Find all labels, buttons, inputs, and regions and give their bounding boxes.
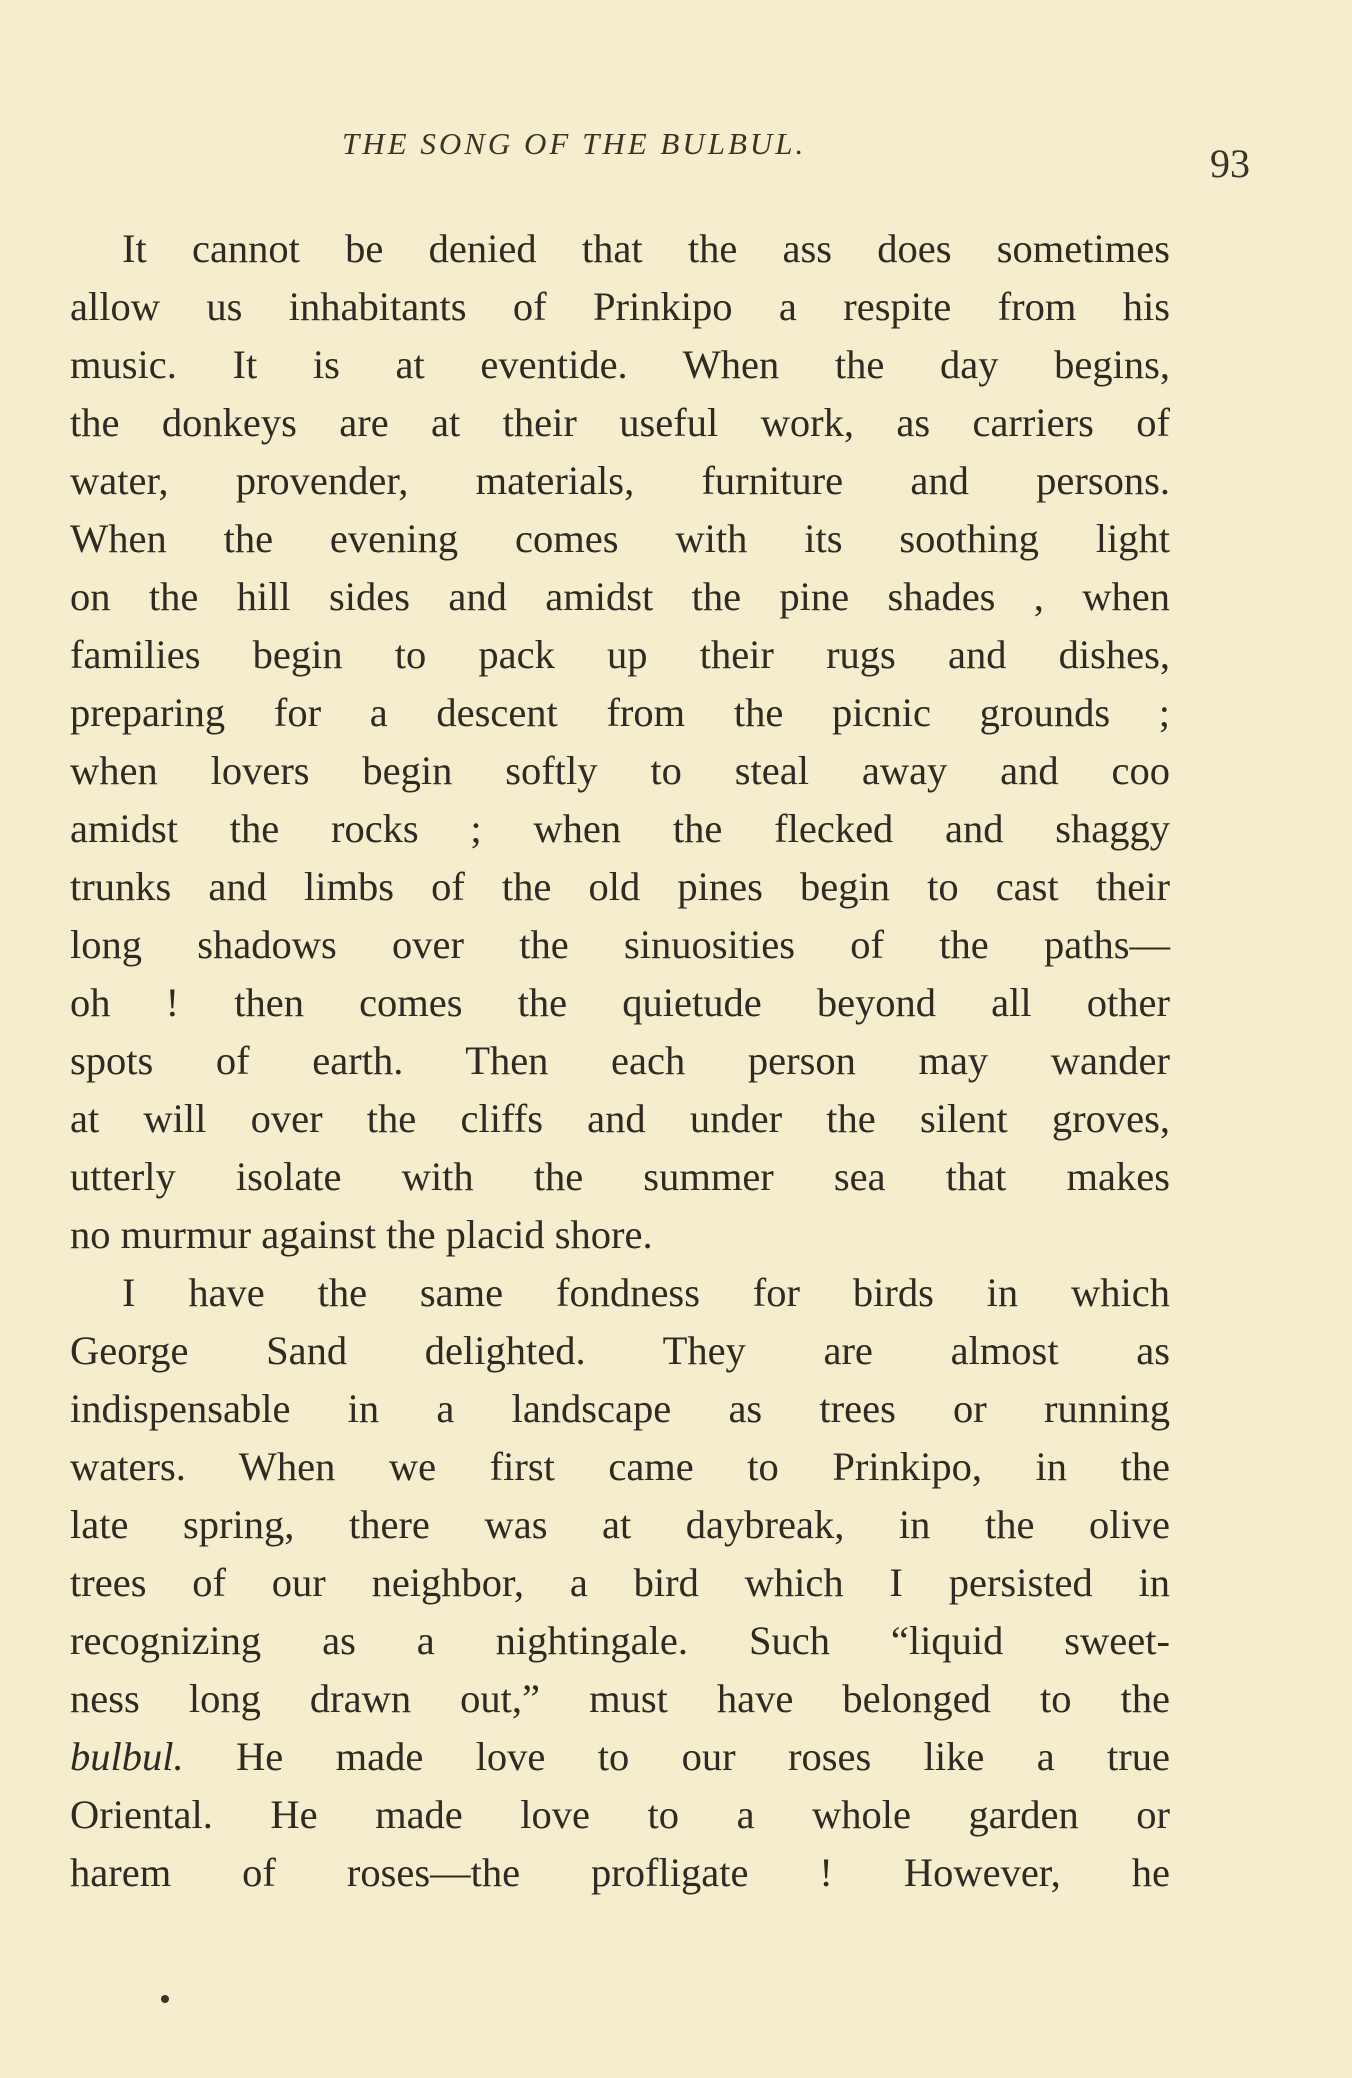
text-line: harem of roses—the profligate ! However, he [70, 1850, 1170, 1895]
text-line: families begin to pack up their rugs and dishes, [70, 632, 1170, 677]
text-line: spots of earth. Then each person may wander [70, 1038, 1170, 1083]
page-number: 93 [1210, 141, 1250, 186]
text-line: utterly isolate with the summer sea that makes [70, 1154, 1170, 1199]
text-line: water, provender, materials, furniture and persons. [70, 458, 1170, 503]
text-line: It cannot be denied that the ass does sometimes [122, 226, 1170, 271]
text-line: Oriental. He made love to a whole garden or [70, 1792, 1170, 1837]
text-line: waters. When we first came to Prinkipo, in the [70, 1444, 1170, 1489]
text-line: ness long drawn out,” must have belonged to the [70, 1676, 1170, 1721]
text-line: the donkeys are at their useful work, as carriers of [70, 400, 1170, 445]
text-line: oh ! then comes the quietude beyond all other [70, 980, 1170, 1025]
running-head-title: THE SONG OF THE BULBUL. [342, 126, 807, 161]
ink-speck [161, 1995, 169, 2003]
text-line: amidst the rocks ; when the flecked and shaggy [70, 806, 1170, 851]
text-line: indispensable in a landscape as trees or running [70, 1386, 1170, 1431]
text-line: on the hill sides and amidst the pine shades , when [70, 574, 1170, 619]
text-line: when lovers begin softly to steal away and coo [70, 748, 1170, 793]
text-line: music. It is at eventide. When the day begins, [70, 342, 1170, 387]
italic-word: bulbul. [70, 1734, 184, 1779]
text-line: at will over the cliffs and under the silent groves, [70, 1096, 1170, 1141]
text-line: recognizing as a nightingale. Such “liquid sweet- [70, 1618, 1170, 1663]
text-line: allow us inhabitants of Prinkipo a respite from his [70, 284, 1170, 329]
text-line: preparing for a descent from the picnic grounds ; [70, 690, 1170, 735]
text-line: trunks and limbs of the old pines begin to cast their [70, 864, 1170, 909]
text-line: long shadows over the sinuosities of the paths— [70, 922, 1170, 967]
text-line-with-italic [70, 1728, 1170, 1786]
text-line: no murmur against the placid shore. [70, 1212, 653, 1257]
text-line: I have the same fondness for birds in which [122, 1270, 1170, 1315]
text-line: George Sand delighted. They are almost as [70, 1328, 1170, 1373]
text-line: trees of our neighbor, a bird which I persisted in [70, 1560, 1170, 1605]
body-text [70, 220, 1170, 1902]
text-line: late spring, there was at daybreak, in the olive [70, 1502, 1170, 1547]
text-line: When the evening comes with its soothing light [70, 516, 1170, 561]
text-line-rest: He made love to our roses like a true [236, 1734, 1170, 1779]
